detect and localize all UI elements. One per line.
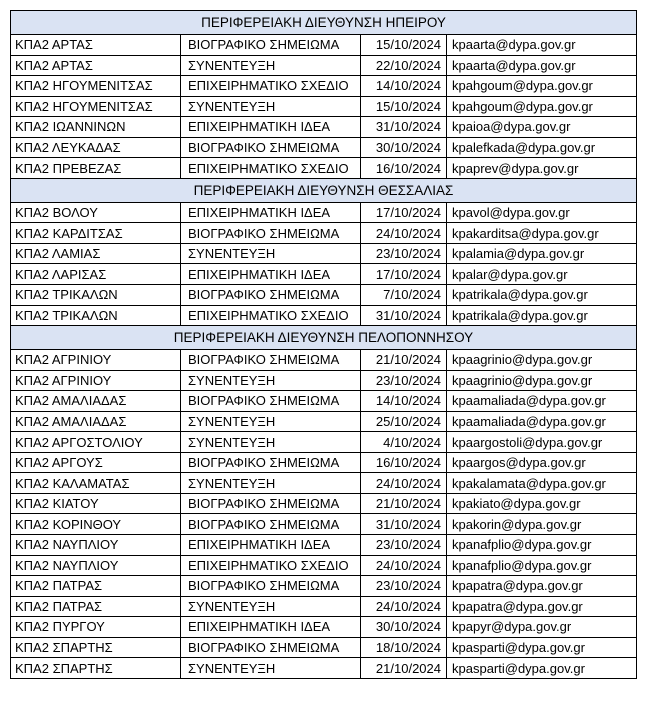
office-cell: ΚΠΑ2 ΠΑΤΡΑΣ xyxy=(11,576,181,597)
table-row xyxy=(11,137,637,158)
date-cell: 21/10/2024 xyxy=(361,658,447,679)
date-cell: 23/10/2024 xyxy=(361,370,447,391)
section-title: ΠΕΡΙΦΕΡΕΙΑΚΗ ΔΙΕΥΘΥΝΣΗ ΘΕΣΣΑΛΙΑΣ xyxy=(11,178,637,202)
table-row xyxy=(11,35,637,56)
table-row xyxy=(11,411,637,432)
email-cell: kpaamaliada@dypa.gov.gr xyxy=(447,411,637,432)
date-cell: 7/10/2024 xyxy=(361,285,447,306)
office-cell: ΚΠΑ2 ΚΟΡΙΝΘΟΥ xyxy=(11,514,181,535)
submission-type-cell: ΒΙΟΓΡΑΦΙΚΟ ΣΗΜΕΙΩΜΑ xyxy=(181,452,361,473)
email-cell: kpatrikala@dypa.gov.gr xyxy=(447,305,637,326)
submission-type-cell: ΣΥΝΕΝΤΕΥΞΗ xyxy=(181,658,361,679)
email-cell: kpalamia@dypa.gov.gr xyxy=(447,243,637,264)
submission-type-cell: ΒΙΟΓΡΑΦΙΚΟ ΣΗΜΕΙΩΜΑ xyxy=(181,285,361,306)
table-row xyxy=(11,158,637,179)
submission-type-cell: ΣΥΝΕΝΤΕΥΞΗ xyxy=(181,96,361,117)
email-cell: kpapatra@dypa.gov.gr xyxy=(447,576,637,597)
table-row xyxy=(11,264,637,285)
table-row xyxy=(11,493,637,514)
submission-type-cell: ΕΠΙΧΕΙΡΗΜΑΤΙΚΗ ΙΔΕΑ xyxy=(181,117,361,138)
section-header-row xyxy=(11,11,637,35)
date-cell: 25/10/2024 xyxy=(361,411,447,432)
date-cell: 23/10/2024 xyxy=(361,243,447,264)
submission-type-cell: ΕΠΙΧΕΙΡΗΜΑΤΙΚΟ ΣΧΕΔΙΟ xyxy=(181,555,361,576)
section-header-row xyxy=(11,326,637,350)
office-cell: ΚΠΑ2 ΠΥΡΓΟΥ xyxy=(11,617,181,638)
submission-type-cell: ΒΙΟΓΡΑΦΙΚΟ ΣΗΜΕΙΩΜΑ xyxy=(181,391,361,412)
office-cell: ΚΠΑ2 ΗΓΟΥΜΕΝΙΤΣΑΣ xyxy=(11,76,181,97)
date-cell: 31/10/2024 xyxy=(361,305,447,326)
office-cell: ΚΠΑ2 ΝΑΥΠΛΙΟΥ xyxy=(11,555,181,576)
office-cell: ΚΠΑ2 ΑΜΑΛΙΑΔΑΣ xyxy=(11,391,181,412)
date-cell: 24/10/2024 xyxy=(361,596,447,617)
submission-type-cell: ΕΠΙΧΕΙΡΗΜΑΤΙΚΟ ΣΧΕΔΙΟ xyxy=(181,305,361,326)
section-title: ΠΕΡΙΦΕΡΕΙΑΚΗ ΔΙΕΥΘΥΝΣΗ ΗΠΕΙΡΟΥ xyxy=(11,11,637,35)
table-row xyxy=(11,285,637,306)
section-title: ΠΕΡΙΦΕΡΕΙΑΚΗ ΔΙΕΥΘΥΝΣΗ ΠΕΛΟΠΟΝΝΗΣΟΥ xyxy=(11,326,637,350)
submission-type-cell: ΒΙΟΓΡΑΦΙΚΟ ΣΗΜΕΙΩΜΑ xyxy=(181,637,361,658)
table-row xyxy=(11,658,637,679)
email-cell: kpasparti@dypa.gov.gr xyxy=(447,658,637,679)
email-cell: kpakorin@dypa.gov.gr xyxy=(447,514,637,535)
table-row xyxy=(11,370,637,391)
date-cell: 14/10/2024 xyxy=(361,76,447,97)
date-cell: 23/10/2024 xyxy=(361,535,447,556)
email-cell: kpaagrinio@dypa.gov.gr xyxy=(447,370,637,391)
submission-type-cell: ΣΥΝΕΝΤΕΥΞΗ xyxy=(181,596,361,617)
submission-type-cell: ΣΥΝΕΝΤΕΥΞΗ xyxy=(181,243,361,264)
date-cell: 16/10/2024 xyxy=(361,452,447,473)
email-cell: kpaprev@dypa.gov.gr xyxy=(447,158,637,179)
office-cell: ΚΠΑ2 ΑΡΤΑΣ xyxy=(11,35,181,56)
date-cell: 17/10/2024 xyxy=(361,202,447,223)
submission-type-cell: ΒΙΟΓΡΑΦΙΚΟ ΣΗΜΕΙΩΜΑ xyxy=(181,514,361,535)
email-cell: kpavol@dypa.gov.gr xyxy=(447,202,637,223)
email-cell: kpaargos@dypa.gov.gr xyxy=(447,452,637,473)
date-cell: 21/10/2024 xyxy=(361,493,447,514)
submission-type-cell: ΒΙΟΓΡΑΦΙΚΟ ΣΗΜΕΙΩΜΑ xyxy=(181,576,361,597)
email-cell: kpakiato@dypa.gov.gr xyxy=(447,493,637,514)
office-cell: ΚΠΑ2 ΠΑΤΡΑΣ xyxy=(11,596,181,617)
table-row xyxy=(11,596,637,617)
email-cell: kpaamaliada@dypa.gov.gr xyxy=(447,391,637,412)
date-cell: 24/10/2024 xyxy=(361,555,447,576)
submission-type-cell: ΒΙΟΓΡΑΦΙΚΟ ΣΗΜΕΙΩΜΑ xyxy=(181,137,361,158)
email-cell: kpapyr@dypa.gov.gr xyxy=(447,617,637,638)
table-row xyxy=(11,243,637,264)
submission-type-cell: ΒΙΟΓΡΑΦΙΚΟ ΣΗΜΕΙΩΜΑ xyxy=(181,35,361,56)
date-cell: 16/10/2024 xyxy=(361,158,447,179)
table-row xyxy=(11,223,637,244)
table-row xyxy=(11,555,637,576)
submission-type-cell: ΒΙΟΓΡΑΦΙΚΟ ΣΗΜΕΙΩΜΑ xyxy=(181,350,361,371)
email-cell: kpalefkada@dypa.gov.gr xyxy=(447,137,637,158)
table-row xyxy=(11,576,637,597)
office-cell: ΚΠΑ2 ΛΑΡΙΣΑΣ xyxy=(11,264,181,285)
date-cell: 22/10/2024 xyxy=(361,55,447,76)
date-cell: 15/10/2024 xyxy=(361,96,447,117)
office-cell: ΚΠΑ2 ΑΜΑΛΙΑΔΑΣ xyxy=(11,411,181,432)
table-row xyxy=(11,514,637,535)
date-cell: 21/10/2024 xyxy=(361,350,447,371)
table-row xyxy=(11,637,637,658)
date-cell: 23/10/2024 xyxy=(361,576,447,597)
email-cell: kpakarditsa@dypa.gov.gr xyxy=(447,223,637,244)
date-cell: 14/10/2024 xyxy=(361,391,447,412)
submission-type-cell: ΒΙΟΓΡΑΦΙΚΟ ΣΗΜΕΙΩΜΑ xyxy=(181,223,361,244)
submission-type-cell: ΣΥΝΕΝΤΕΥΞΗ xyxy=(181,370,361,391)
table-row xyxy=(11,350,637,371)
office-cell: ΚΠΑ2 ΑΓΡΙΝΙΟΥ xyxy=(11,370,181,391)
office-cell: ΚΠΑ2 ΑΡΓΟΥΣ xyxy=(11,452,181,473)
office-cell: ΚΠΑ2 ΝΑΥΠΛΙΟΥ xyxy=(11,535,181,556)
table-row xyxy=(11,305,637,326)
table-row xyxy=(11,117,637,138)
date-cell: 30/10/2024 xyxy=(361,617,447,638)
email-cell: kpaagrinio@dypa.gov.gr xyxy=(447,350,637,371)
date-cell: 30/10/2024 xyxy=(361,137,447,158)
email-cell: kpaarta@dypa.gov.gr xyxy=(447,35,637,56)
email-cell: kpahgoum@dypa.gov.gr xyxy=(447,96,637,117)
office-cell: ΚΠΑ2 ΚΑΛΑΜΑΤΑΣ xyxy=(11,473,181,494)
email-cell: kpalar@dypa.gov.gr xyxy=(447,264,637,285)
email-cell: kpanafplio@dypa.gov.gr xyxy=(447,555,637,576)
table-row xyxy=(11,617,637,638)
email-cell: kpahgoum@dypa.gov.gr xyxy=(447,76,637,97)
date-cell: 18/10/2024 xyxy=(361,637,447,658)
submission-type-cell: ΣΥΝΕΝΤΕΥΞΗ xyxy=(181,55,361,76)
office-cell: ΚΠΑ2 ΑΡΓΟΣΤΟΛΙΟΥ xyxy=(11,432,181,453)
email-cell: kpaargostoli@dypa.gov.gr xyxy=(447,432,637,453)
schedule-table-body xyxy=(11,11,637,679)
submission-type-cell: ΣΥΝΕΝΤΕΥΞΗ xyxy=(181,411,361,432)
table-row xyxy=(11,452,637,473)
table-row xyxy=(11,473,637,494)
submission-type-cell: ΣΥΝΕΝΤΕΥΞΗ xyxy=(181,432,361,453)
office-cell: ΚΠΑ2 ΚΙΑΤΟΥ xyxy=(11,493,181,514)
office-cell: ΚΠΑ2 ΑΡΤΑΣ xyxy=(11,55,181,76)
office-cell: ΚΠΑ2 ΙΩΑΝΝΙΝΩΝ xyxy=(11,117,181,138)
office-cell: ΚΠΑ2 ΛΑΜΙΑΣ xyxy=(11,243,181,264)
email-cell: kpasparti@dypa.gov.gr xyxy=(447,637,637,658)
submission-type-cell: ΕΠΙΧΕΙΡΗΜΑΤΙΚΟ ΣΧΕΔΙΟ xyxy=(181,158,361,179)
table-row xyxy=(11,76,637,97)
submission-type-cell: ΕΠΙΧΕΙΡΗΜΑΤΙΚΗ ΙΔΕΑ xyxy=(181,535,361,556)
email-cell: kpaioa@dypa.gov.gr xyxy=(447,117,637,138)
schedule-table xyxy=(10,10,637,679)
submission-type-cell: ΕΠΙΧΕΙΡΗΜΑΤΙΚΗ ΙΔΕΑ xyxy=(181,202,361,223)
date-cell: 24/10/2024 xyxy=(361,473,447,494)
office-cell: ΚΠΑ2 ΑΓΡΙΝΙΟΥ xyxy=(11,350,181,371)
date-cell: 24/10/2024 xyxy=(361,223,447,244)
table-row xyxy=(11,55,637,76)
office-cell: ΚΠΑ2 ΤΡΙΚΑΛΩΝ xyxy=(11,305,181,326)
date-cell: 31/10/2024 xyxy=(361,117,447,138)
email-cell: kpaarta@dypa.gov.gr xyxy=(447,55,637,76)
office-cell: ΚΠΑ2 ΤΡΙΚΑΛΩΝ xyxy=(11,285,181,306)
section-header-row xyxy=(11,178,637,202)
office-cell: ΚΠΑ2 ΛΕΥΚΑΔΑΣ xyxy=(11,137,181,158)
submission-type-cell: ΕΠΙΧΕΙΡΗΜΑΤΙΚΗ ΙΔΕΑ xyxy=(181,264,361,285)
email-cell: kpakalamata@dypa.gov.gr xyxy=(447,473,637,494)
table-row xyxy=(11,391,637,412)
date-cell: 15/10/2024 xyxy=(361,35,447,56)
office-cell: ΚΠΑ2 ΗΓΟΥΜΕΝΙΤΣΑΣ xyxy=(11,96,181,117)
submission-type-cell: ΕΠΙΧΕΙΡΗΜΑΤΙΚΗ ΙΔΕΑ xyxy=(181,617,361,638)
date-cell: 31/10/2024 xyxy=(361,514,447,535)
table-row xyxy=(11,202,637,223)
date-cell: 17/10/2024 xyxy=(361,264,447,285)
office-cell: ΚΠΑ2 ΠΡΕΒΕΖΑΣ xyxy=(11,158,181,179)
date-cell: 4/10/2024 xyxy=(361,432,447,453)
office-cell: ΚΠΑ2 ΣΠΑΡΤΗΣ xyxy=(11,658,181,679)
submission-type-cell: ΒΙΟΓΡΑΦΙΚΟ ΣΗΜΕΙΩΜΑ xyxy=(181,493,361,514)
table-row xyxy=(11,535,637,556)
table-row xyxy=(11,96,637,117)
submission-type-cell: ΣΥΝΕΝΤΕΥΞΗ xyxy=(181,473,361,494)
email-cell: kpatrikala@dypa.gov.gr xyxy=(447,285,637,306)
email-cell: kpapatra@dypa.gov.gr xyxy=(447,596,637,617)
office-cell: ΚΠΑ2 ΣΠΑΡΤΗΣ xyxy=(11,637,181,658)
office-cell: ΚΠΑ2 ΒΟΛΟΥ xyxy=(11,202,181,223)
table-row xyxy=(11,432,637,453)
submission-type-cell: ΕΠΙΧΕΙΡΗΜΑΤΙΚΟ ΣΧΕΔΙΟ xyxy=(181,76,361,97)
email-cell: kpanafplio@dypa.gov.gr xyxy=(447,535,637,556)
office-cell: ΚΠΑ2 ΚΑΡΔΙΤΣΑΣ xyxy=(11,223,181,244)
